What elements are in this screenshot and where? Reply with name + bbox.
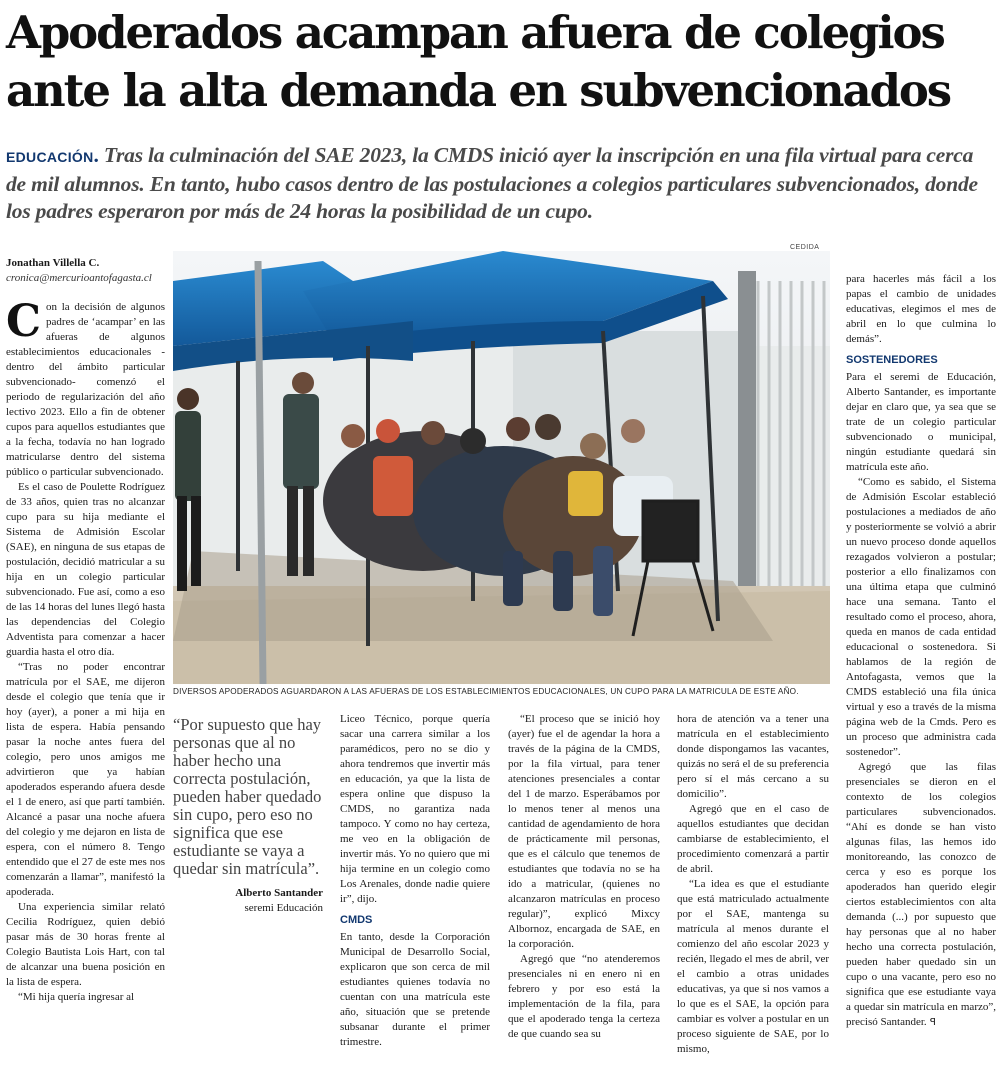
author-name: Jonathan Villella C. [6, 257, 100, 269]
drop-cap: C [6, 296, 42, 347]
column-5 [677, 712, 829, 1057]
paragraph: Liceo Técnico, porque quería sacar una carrera similar a los paramédicos, pero no se dio y ahora tendremos que invertir más en educación, ya que la lista de espera online que dispuso la CMDS, no garantiza nada tampoco. Y como no hay certeza, me veo en la obligación de invertir más. Yo no quiero que mi hija termine en un colegio como Los Arenales, donde nadie quiere ir”, dijo. [340, 713, 490, 905]
paragraph: “Mi hija quería ingresar al [18, 991, 135, 1003]
paragraph: para hacerles más fácil a los papas el cambio de unidades educativas, elegimos el mes de abril en lo que culmina lo demás”. [846, 273, 996, 345]
pull-quote: “Por supuesto que hay personas que al no haber hecho una correcta postulación, pueden haber quedado sin cupo, pero eso no significa que ese estudiante se vaya a quedar sin matrícula”. [173, 715, 322, 878]
column-1 [6, 296, 165, 1005]
paragraph: En tanto, desde la Corporación Municipal de Desarrollo Social, explicaron que son cerca de mil estudiantes quienes todavía no cuentan con una matrícula este año, situación que se pretende subsanar durante el primer trimestre. [340, 931, 490, 1048]
photo-credit: CEDIDA [790, 244, 820, 251]
paragraph: hora de atención va a tener una matrícula en el establecimiento donde dispongamos las vacantes, quizás no será el de su preferencia pero sí el más cercano a su domicilio”. [677, 713, 829, 800]
deck-text: Tras la culminación del SAE 2023, la CMDS inició ayer la inscripción en una fila virtual para cerca de mil alumnos. En tanto, hubo casos dentro de las postulaciones a colegios particulares subvencionados, donde los padres esperaron por más de 24 horas la posibilidad de un cupo. [6, 143, 978, 223]
author-email: cronica@mercurioantofagasta.cl [6, 272, 152, 284]
paragraph: “Como es sabido, el Sistema de Admisión Escolar estableció postulaciones a mediados de año y posteriormente se volvió a abrir un nuevo proceso donde aquellos rezagados volvieron a postular; posterior a ello finalizamos con una última etapa que culminó hace una semana. Tanto el resultado como el proceso, ahora, queda en manos de cada entidad educacional o sostenedora. Si hablamos de la región de Antofagasta, vemos que la CMDS estableció una fila única virtual y eso a través de la misma página web de la Cmds. Pero es un proceso que administra cada sostenedor”. [846, 476, 996, 758]
pull-quote-attribution [173, 886, 323, 916]
byline [6, 256, 166, 286]
paragraph: Agregó que las filas presenciales se dieron en el contexto de los colegios particulares subvencionados. “Ahí es donde se han visto algunas filas, las hemos ido monitoreando, las conozco de cerca y eso es porque los apoderados han querido elegir ciertos establecimientos con alta demanda (...) por supuesto que hay personas que al no haber hecho una correcta postulación, pueden haber quedado sin un cupo o una vacante, pero eso no significa que ese estudiante vaya a quedar sin matrícula en marzo”, precisó Santander. ꟼ [846, 761, 996, 1028]
paragraph: “Tras no poder encontrar matrícula por el SAE, me dijeron desde el colegio que tenía que ir hoy (ayer), a poner a mi hija en lista de espera. Había pensando pasar la noche antes fuera del colegio, pero unos amigos me advirtieron que ya habían apoderados esperando afuera desde el 1 de enero, así que partí también. Alcancé a pasar una noche afuera del colegio y me dejaron en lista de espera, con el número 8. Tengo entendido que el 27 de este mes nos comenzarán a llamar”, manifestó la apoderada. [6, 661, 165, 898]
paragraph: Agregó que “no atenderemos presenciales ni en enero ni en febrero y por eso está la implementación de la fila, para que el apoderado tenga la certeza de que cuando sea su [508, 953, 660, 1040]
quote-author-role: seremi Educación [244, 902, 323, 914]
paragraph: Agregó que en el caso de aquellos estudiantes que decidan cambiarse de establecimiento, el procedimiento comenzará a partir de abril. [677, 803, 829, 875]
paragraph: Es el caso de Poulette Rodríguez de 33 años, quien tras no alcanzar cupo para su hija mediante el Sistema de Admisión Escolar (SAE), en ninguna de sus etapas de postulación, decidió matricular a su hija en un colegio particular subvencionado. Fue así, como a eso de las 14 horas del lunes llegó hasta las dependencias del Colegio Adventista para comenzar a hacer guardia hasta el otro día. [6, 481, 165, 658]
end-mark-icon: ꟼ [926, 1017, 936, 1028]
column-3 [340, 712, 490, 1050]
paragraph: Una experiencia similar relató Cecilia Rodríguez, quien debió pasar más de 30 horas frente al Colegio Bautista Lois Hart, con tal de alcanzar una buena posición en la lista de espera. [6, 901, 165, 988]
column-6 [846, 272, 996, 1030]
subhead-cmds: CMDS [340, 914, 373, 926]
paragraph: Para el seremi de Educación, Alberto Santander, es importante dejar en claro que, ya sea que se trate de un colegio particular subvencionado o municipal, ningún estudiante quedará sin matrícula este año. [846, 371, 996, 473]
paragraph: “La idea es que el estudiante que está matriculado actualmente por el SAE, mantenga su matrícula al menos durante el comienzo del año escolar 2023 y recién, llegado el mes de abril, ver el cambio a otras unidades educativas, ya que si nos vamos a lo que es el SAE, la opción para cambiar es volver a postular en un proceso siguiente de SAE, por lo mismo, [677, 878, 829, 1055]
headline: Apoderados acampan afuera de colegios ante la alta demanda en subvencionados [6, 6, 951, 117]
photo-caption: DIVERSOS APODERADOS AGUARDARON A LAS AFUERAS DE LOS ESTABLECIMIENTOS EDUCACIONALES, UN CUPO PARA LA MATRICULA DE ESTE AÑO. [173, 687, 799, 696]
column-4 [508, 712, 660, 1042]
quote-author: Alberto Santander [235, 887, 323, 899]
deck: EDUCACIÓN. Tras la culminación del SAE 2023, la CMDS inició ayer la inscripción en una fila virtual para cerca de mil alumnos. En tanto, hubo casos dentro de las postulaciones a colegios particulares subvencionados, donde los padres esperaron por más de 24 horas la posibilidad de un cupo. [6, 143, 978, 223]
section-kicker: EDUCACIÓN [6, 149, 94, 165]
paragraph: on la decisión de algunos padres de ‘acampar’ en las afueras de algunos establecimientos educacionales -dentro del ámbito particular subvencionado- comenzó el periodo de regularización del año lectivo 2023. Ello a fin de obtener cupos para aquellos estudiantes que a la fecha, todavía no han logrado matricularse dentro del sistema público o particular subvencionado. [6, 301, 165, 478]
subhead-sostenedores: SOSTENEDORES [846, 354, 938, 366]
paragraph: “El proceso que se inició hoy (ayer) fue el de agendar la hora a través de la página de la CMDS, por la fila virtual, para tener atenciones presenciales a contar del 1 de marzo. Esperábamos por lo menos tener al menos una cantidad de agendamiento de hora de prácticamente mil personas, que es el cálculo que tenemos de estudiantes que todavía no se ha ido a matricular, (quienes no alcanzaron matrículas en proceso regular)”, explicó Mixcy Albornoz, encargada de SAE, en la corporación. [508, 713, 660, 950]
news-photo [173, 251, 830, 684]
